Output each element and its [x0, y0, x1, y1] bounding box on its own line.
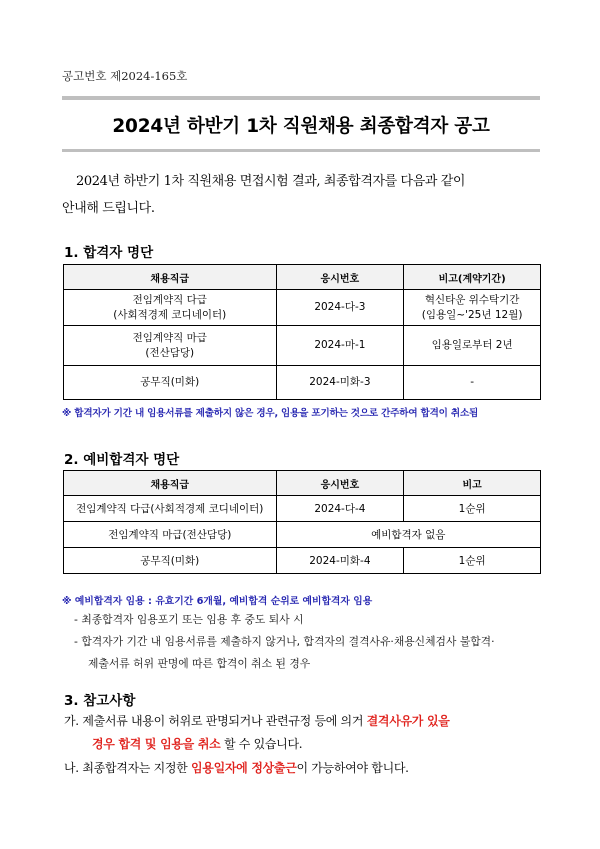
position-line: (전산담당): [145, 346, 195, 359]
cell-position: 공무직(미화): [64, 366, 277, 400]
reference-item-ga-continued: [92, 735, 302, 752]
intro-line-2: 안내해 드립니다.: [62, 201, 155, 216]
page-title: 2024년 하반기 1차 직원채용 최종합격자 공고: [112, 116, 490, 137]
cell-number: 2024-다-3: [276, 290, 404, 326]
col-header-note: 비고(계약기간): [404, 265, 541, 290]
cell-position: 전임계약직 마급(전산담당): [64, 522, 277, 548]
cell-number: 2024-다-4: [276, 496, 404, 522]
table-header-row: [64, 471, 541, 496]
bullet-item: - 최종합격자 임용포기 또는 임용 후 중도 퇴사 시: [74, 613, 304, 626]
section3-heading: 3. 참고사항: [64, 693, 136, 709]
intro-line-1: 2024년 하반기 1차 직원채용 면접시험 결과, 최종합격자를 다음과 같이: [76, 174, 466, 189]
section1-heading: 1. 합격자 명단: [64, 245, 154, 261]
reference-text: 가. 제출서류 내용이 허위로 판명되거나 관련규정 등에 의거: [64, 714, 367, 728]
col-header-position: 채용직급: [64, 265, 277, 290]
bullet-item: - 합격자가 기간 내 임용서류를 제출하지 않거나, 합격자의 결격사유·채용신체검사 불합격·: [74, 635, 495, 648]
cell-position: 공무직(미화): [64, 548, 277, 574]
table-header-row: [64, 265, 541, 290]
cell-number: 2024-마-1: [276, 326, 404, 366]
table-row: [64, 522, 541, 548]
cell-note: 임용일로부터 2년: [404, 326, 541, 366]
position-line: 전임계약직 마급: [132, 331, 207, 344]
final-pass-table: [63, 264, 541, 400]
cell-position: [64, 290, 277, 326]
cell-position: [64, 326, 277, 366]
col-header-number: 응시번호: [276, 265, 404, 290]
section2-note: ※ 예비합격자 임용 : 유효기간 6개월, 예비합격 순위로 예비합격자 임용: [62, 596, 373, 607]
table-row: [64, 326, 541, 366]
reference-item-na: [64, 759, 409, 776]
table-row: [64, 290, 541, 326]
title-top-rule: [62, 96, 540, 100]
reference-text: 할 수 있습니다.: [220, 737, 303, 751]
section2-heading: 2. 예비합격자 명단: [64, 452, 180, 468]
cell-merged-note: 예비합격자 없음: [276, 522, 540, 548]
position-line: 전임계약직 다급: [132, 293, 207, 306]
reserve-pass-table: [63, 470, 541, 574]
note-line: (임용일~'25년 12월): [421, 308, 523, 321]
cell-note: 1순위: [404, 496, 541, 522]
reference-highlight: 임용일자에 정상출근: [190, 761, 297, 775]
notice-number: 공고번호 제2024-165호: [62, 69, 188, 83]
reference-highlight: 결격사유가 있을: [366, 714, 450, 728]
reference-highlight: 경우 합격 및 임용을 취소: [92, 737, 221, 751]
reference-text: 나. 최종합격자는 지정한: [64, 761, 191, 775]
table-row: [64, 496, 541, 522]
cell-note: 1순위: [404, 548, 541, 574]
section1-note: ※ 합격자가 기간 내 임용서류를 제출하지 않은 경우, 임용을 포기하는 것으로 간주하여 합격이 취소됨: [62, 408, 479, 419]
position-line: (사회적경제 코디네이터): [113, 308, 227, 321]
reference-item-ga: [64, 712, 450, 729]
col-header-number: 응시번호: [276, 471, 404, 496]
table-row: [64, 548, 541, 574]
intro-paragraph: [62, 168, 542, 222]
title-bottom-rule: [62, 149, 540, 152]
cell-note: [404, 290, 541, 326]
reference-text: 이 가능하여야 합니다.: [296, 761, 409, 775]
cell-note: -: [404, 366, 541, 400]
table-row: [64, 366, 541, 400]
note-line: 혁신타운 위수탁기간: [424, 293, 520, 306]
col-header-note: 비고: [404, 471, 541, 496]
col-header-position: 채용직급: [64, 471, 277, 496]
cell-position: 전임계약직 다급(사회적경제 코디네이터): [64, 496, 277, 522]
bullet-item-continued: 제출서류 허위 판명에 따른 합격이 취소 된 경우: [88, 657, 311, 670]
cell-number: 2024-미화-3: [276, 366, 404, 400]
cell-number: 2024-미화-4: [276, 548, 404, 574]
